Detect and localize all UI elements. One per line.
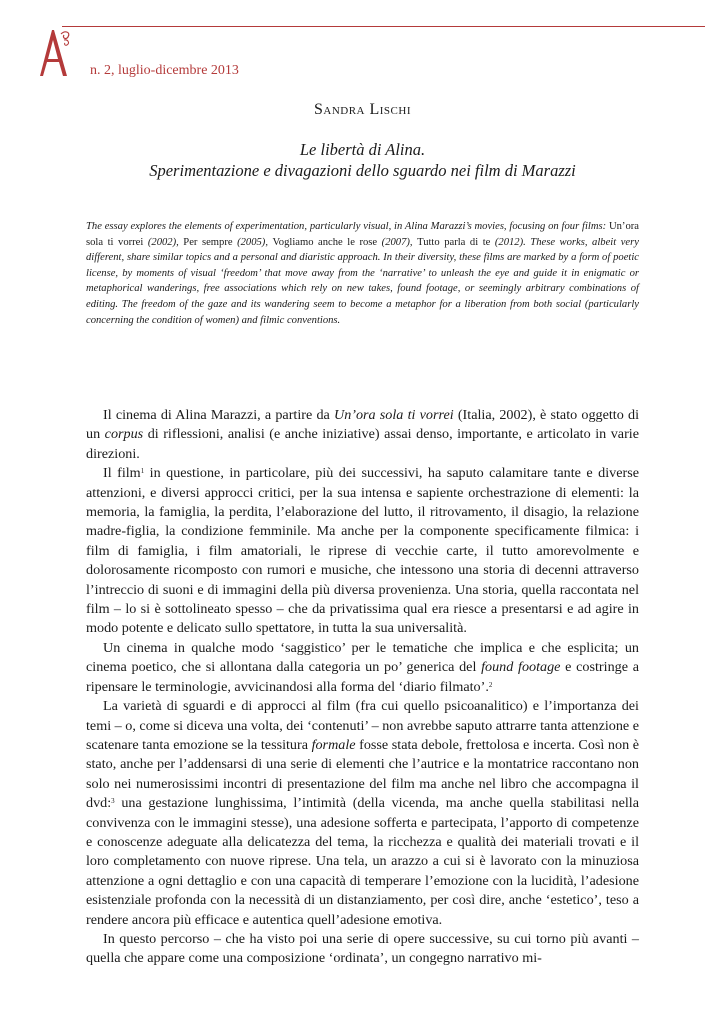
- text: Il cinema di Alina Marazzi, a partire da: [103, 407, 334, 423]
- abstract-film-4: Tutto parla di te: [417, 236, 491, 248]
- abstract-text-4: (2007),: [377, 236, 418, 248]
- paragraph-5: In questo percorso – che ha visto poi una serie di opere successive, su cui torno più avanti – quella che appare come una composizione ‘ordinata’, un congegno narrativo mi-: [86, 930, 639, 967]
- abstract-film-3: Vogliamo anche le rose: [272, 236, 378, 248]
- abstract-film-2: Per sempre: [183, 236, 233, 248]
- text: in questione, in particolare, più dei successivi, ha saputo calamitare tante e diverse attenzioni, e diversi approcci critici, per la sua intensa e sapiente orchestrazione di elementi: la memoria, la famiglia, la perdita, l’elaborazione del lutto, il ritrovamento, il disagio, la relazione madre-figlia, la condizione femminile. Ma anche per la componente specificamente filmica: i film di famiglia, i film amatoriali, le riprese di vecchie carte, il tutto amorevolmente e dolorosamente ricomposto con rumori e musiche, che intessono una storia di decenni attraverso l’intreccio di suoni e di immagini della più diversa provenienza. Una storia, quella raccontata nel film – lo si è sottolineato spesso – che da privatissima qual era riesce a presentarsi e ad agire in modo potente e delicato sullo spettatore, in tutta la sua universalità.: [86, 465, 639, 637]
- article-title: [0, 139, 725, 181]
- journal-logo: [34, 26, 78, 80]
- text: fosse stata debole, frettolosa e incerta. Così non è stato, anche per l’addensarsi di una serie di elementi che l’autrice e la montatrice raccontano non solo nei numerosissimi incontri di presentazione del film ma anche nel libro che accompagna il dvd:: [86, 736, 639, 812]
- text: La varietà di sguardi e di approcci al film (fra cui quello psicoanalitico) e l’importanza dei temi – o, come si diceva una volta, dei ‘contenuti’ – non avrebbe saputo attrarre tanta attenzione e scatenare tanta emozione se la tessitura: [86, 698, 639, 753]
- abstract: [86, 219, 639, 328]
- abstract-text-2: (2002),: [143, 236, 184, 248]
- italic-term: formale: [311, 736, 356, 753]
- issue-label: n. 2, luglio-dicembre 2013: [90, 63, 239, 78]
- paragraph-3: [86, 639, 639, 697]
- author-name: Sandra Lischi: [313, 101, 411, 118]
- text: (Italia, 2002), è stato oggetto di un: [86, 407, 639, 443]
- paragraph-1: [86, 406, 639, 464]
- text: e costringe a ripensare le terminologie, avvicinandosi alla forma del ‘diario filmato’.: [86, 659, 639, 695]
- footnote-ref[interactable]: 1: [140, 467, 145, 476]
- abstract-text-3: (2005),: [232, 236, 273, 248]
- header-rule: [62, 26, 705, 27]
- text: Un cinema in qualche modo ‘saggistico’ per le tematiche che implica e che esplicita; un cinema poetico, che si allontana dalla categoria un po’ generica del: [86, 639, 639, 676]
- footnote-ref[interactable]: 2: [488, 680, 493, 689]
- abstract-text-1: The essay explores the elements of experimentation, particularly visual, in Alina Marazzi’s movies, focusing on four films:: [86, 221, 609, 232]
- abstract-film-1: Un’ora sola ti vorrei: [86, 221, 639, 248]
- footnote-ref[interactable]: 3: [111, 797, 115, 806]
- text: di riflessioni, analisi (e anche iniziative) assai denso, importante, e articolato in varie direzioni.: [86, 426, 639, 462]
- paragraph-4: [86, 697, 639, 930]
- title-line-1: Le libertà di Alina.: [299, 140, 426, 159]
- text: una gestazione lunghissima, l’intimità (della vicenda, ma anche quella stabilitasi nella convivenza con le immagini stesse), una adesione sofferta e partecipata, l’apporto di competenze e conoscenze adeguate alla delicatezza del tema, la ricchezza e qualità dei materiali trovati e il loro completamento con nuove riprese. Una tela, un arazzo a cui si è lavorato con la minuziosa attenzione a ogni dettaglio e con una capacità di temperare l’emozione con la lucidità, l’adesione esistenziale profonda con la necessità di un distanziamento, per così dire, anche ‘estetico’, teso a rendere ancora più efficace e autentica quell’adesione emotiva.: [86, 795, 639, 928]
- abstract-text-5: (2012). These works, albeit very different, share similar topics and a personal and diaristic approach. In their diversity, these films are marked by a form of poetic license, by moments of visual ‘freedom’ that move away from the ‘narrative’ to unleash the eye and guide it in enigmatic or metaphorical wanderings, free associations which rely on new takes, found footage, or seemingly arbitrary combinations of editing. The freedom of the gaze and its wandering seem to become a metaphor for a liberation from both social (particularly concerning the condition of women) and filmic conventions.: [86, 236, 639, 326]
- italic-term: found footage: [481, 659, 561, 676]
- film-title: Un’ora sola ti vorrei: [333, 407, 454, 423]
- article-body: [86, 406, 639, 969]
- title-line-2: Sperimentazione e divagazioni dello sguardo nei film di Marazzi: [149, 161, 576, 180]
- paragraph-2: [86, 464, 639, 639]
- text: Il film: [103, 465, 141, 482]
- italic-term: corpus: [104, 426, 144, 443]
